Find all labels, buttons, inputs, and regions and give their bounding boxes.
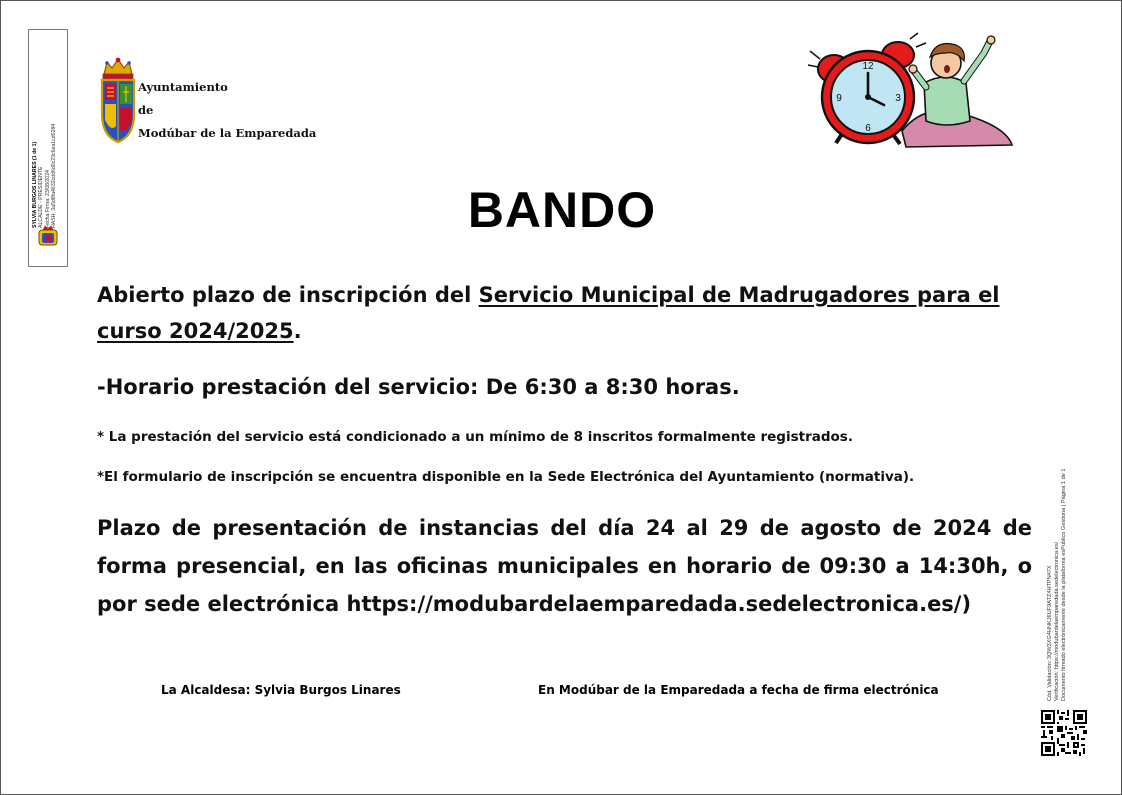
service-schedule: -Horario prestación del servicio: De 6:30 a 8:30 horas. — [97, 375, 740, 399]
ayuntamiento-line-1: Ayuntamiento — [138, 80, 228, 94]
minimum-enrollment-note: * La prestación del servicio está condicionado a un mínimo de 8 inscritos formalmente registrados. — [97, 429, 853, 445]
svg-text:12: 12 — [862, 61, 874, 72]
submission-period: Plazo de presentación de instancias del día 24 al 29 de agosto de 2024 de forma presencial, en las oficinas municipales en horario de 09:30 a 14:30h, o por sede electrónica https://modubardelaemparedada.sedelectronica.es/) — [97, 516, 1032, 616]
svg-text:3: 3 — [895, 93, 901, 104]
verification-code: Cód. Validación: 3QW3XG4HNKJ6UF9ATZ4HTPN47X — [1047, 565, 1053, 701]
qr-code-icon — [1041, 710, 1087, 756]
stamp-signer: SYLVIA BURGOS LINARES (1 de 1) — [32, 141, 38, 228]
verification-url: Verificación: https://modubardelaemparedada.sedelectronica.es/ — [1053, 541, 1060, 701]
alarm-clock-icon — [806, 31, 1016, 151]
verification-text — [1047, 371, 1087, 701]
coat-of-arms-icon — [99, 56, 137, 144]
mayor-signature: La Alcaldesa: Sylvia Burgos Linares — [161, 683, 401, 697]
signature-place-date: En Modúbar de la Emparedada a fecha de firma electrónica — [538, 683, 939, 697]
stamp-date: Fecha Firma: 23/08/2024 — [44, 170, 51, 228]
service-name: Servicio Municipal de Madrugadores para el curso 2024/2025 — [97, 283, 1000, 343]
verification-platform: Documento firmado electrónicamente desde la plataforma esPublico Gestiona | Página 1 de 1 — [1060, 468, 1067, 701]
stamp-hash: HASH: 3a5d8fa4632cdd6d0c23c6ea1cd0284 — [51, 123, 58, 228]
svg-text:9: 9 — [836, 93, 842, 104]
stamp-role: ALCALDE - PRESIDENTE — [38, 166, 45, 228]
enrollment-announcement — [97, 277, 1032, 349]
announcement-prefix: Abierto plazo de inscripción del — [97, 283, 479, 307]
announcement-suffix: . — [293, 319, 302, 343]
form-availability-note: *El formulario de inscripción se encuentra disponible en la Sede Electrónica del Ayuntamiento (normativa). — [97, 469, 915, 485]
ayuntamiento-line-2: de — [138, 103, 154, 117]
ayuntamiento-line-3: Modúbar de la Emparedada — [138, 126, 317, 140]
svg-text:6: 6 — [865, 123, 871, 134]
ayuntamiento-heading — [138, 76, 316, 145]
document-title: BANDO — [467, 182, 657, 238]
